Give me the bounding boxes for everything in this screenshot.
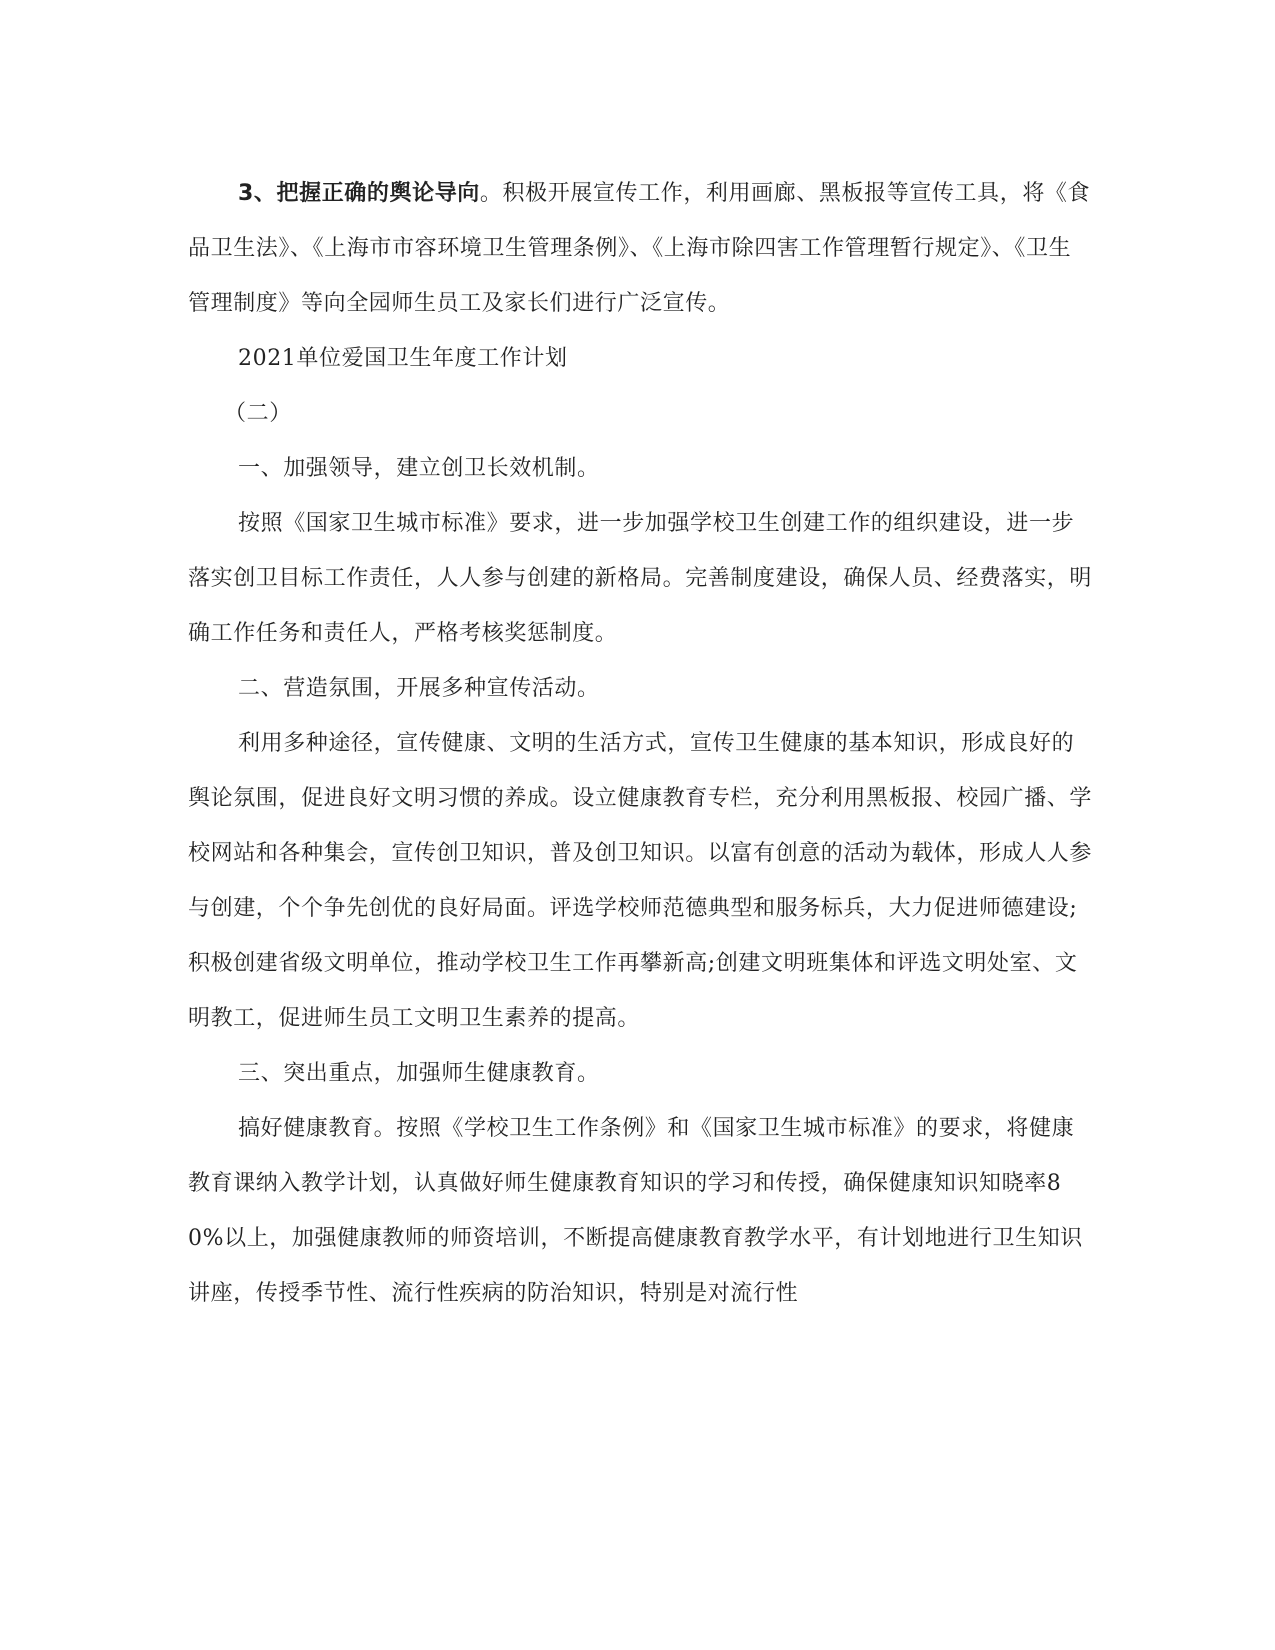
paragraph-publicity <box>188 166 1092 331</box>
section-paragraph-3: 搞好健康教育。按照《学校卫生工作条例》和《国家卫生城市标准》的要求，将健康教育课纳入教学计划，认真做好师生健康教育知识的学习和传授，确保健康知识知晓率80%以上，加强健康教师的师资培训，不断提高健康教育教学水平，有计划地进行卫生知识讲座，传授季节性、流行性疾病的防治知识，特别是对流行性 <box>188 1116 1083 1306</box>
paragraph-text: 。积极开展宣传工作，利用画廊、黑板报等宣传工具，将《食品卫生法》、《上海市市容环境卫生管理条例》、《上海市除四害工作管理暂行规定》、《卫生管理制度》等向全园师生员工及家长们进行广泛宣传。 <box>188 181 1091 316</box>
section-paragraph-2: 利用多种途径，宣传健康、文明的生活方式，宣传卫生健康的基本知识，形成良好的舆论氛围，促进良好文明习惯的养成。设立健康教育专栏，充分利用黑板报、校园广播、学校网站和各种集会，宣传创卫知识，普及创卫知识。以富有创意的活动为载体，形成人人参与创建，个个争先创优的良好局面。评选学校师范德典型和服务标兵，大力促进师德建设;积极创建省级文明单位，推动学校卫生工作再攀新高;创建文明班集体和评选文明处室、文明教工，促进师生员工文明卫生素养的提高。 <box>188 731 1093 1031</box>
section-number: （二） <box>224 401 292 426</box>
section-heading-2: 二、营造氛围，开展多种宣传活动。 <box>238 676 600 701</box>
paragraph-heading: 3、把握正确的舆论导向 <box>238 181 480 206</box>
document-subtitle: 2021单位爱国卫生年度工作计划 <box>238 346 568 371</box>
document-body <box>188 166 1092 1321</box>
section-heading-3: 三、突出重点，加强师生健康教育。 <box>238 1061 600 1086</box>
section-paragraph-1: 按照《国家卫生城市标准》要求，进一步加强学校卫生创建工作的组织建设，进一步落实创卫目标工作责任，人人参与创建的新格局。完善制度建设，确保人员、经费落实，明确工作任务和责任人，严格考核奖惩制度。 <box>188 511 1093 646</box>
section-heading-1: 一、加强领导，建立创卫长效机制。 <box>238 456 600 481</box>
